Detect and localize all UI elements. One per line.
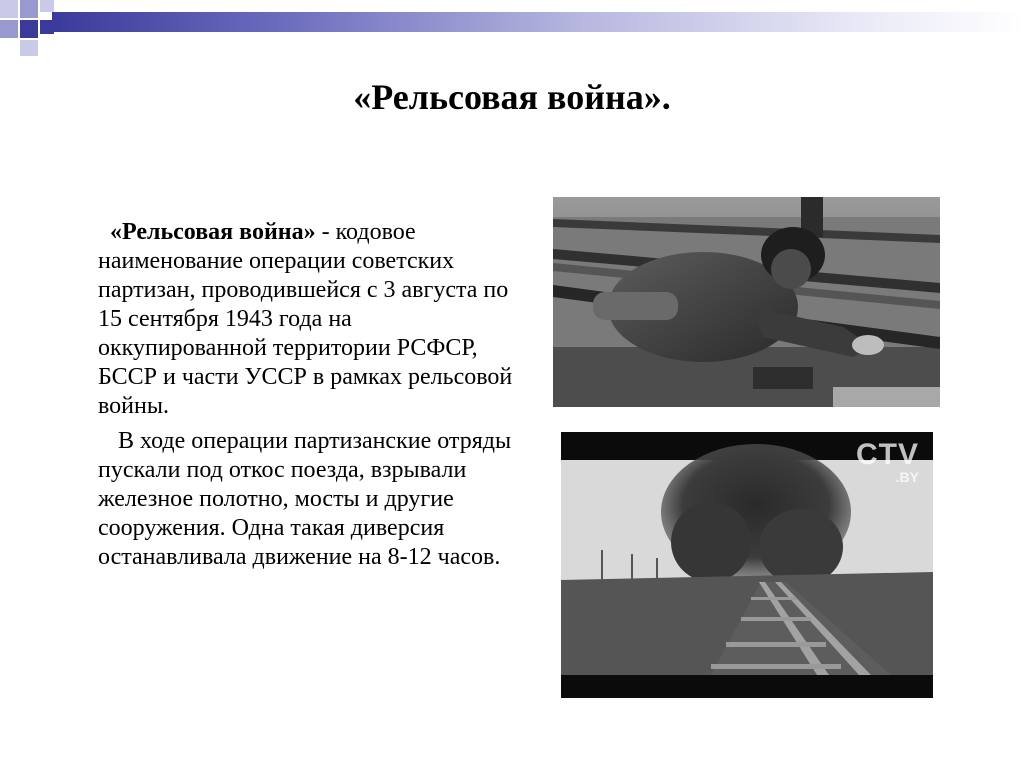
photo-railway-explosion [561,432,933,698]
deco-square [40,0,54,12]
photo-partisan-image [553,197,940,407]
paragraph-2: В ходе операции партизанские отряды пускали под откос поезда, взрывали железное полотно, мосты и другие сооружения. Одна такая диверсия останавливала движение на 8-12 часов. [98,428,512,570]
deco-square [20,20,38,38]
paragraph-1 [98,218,518,421]
watermark-main: CTV [856,438,919,471]
slide-title: «Рельсовая война». [353,77,671,117]
deco-square [20,0,38,18]
slide-body [98,218,518,572]
watermark-sub: .BY [895,469,919,485]
paragraph-1-term: «Рельсовая война» [110,219,316,245]
photo-partisan-on-rails [553,197,940,407]
deco-square [0,20,18,38]
deco-square [0,0,18,18]
paragraph-1-text: - кодовое наименование операции советских партизан, проводившейся с 3 августа по 15 сентября 1943 года на оккупированной территории РСФСР, БССР и части УССР в рамках рельсовой войны. [98,219,513,419]
deco-square [20,40,38,56]
header-gradient-bar [52,12,1024,32]
ctv-watermark [856,440,919,484]
